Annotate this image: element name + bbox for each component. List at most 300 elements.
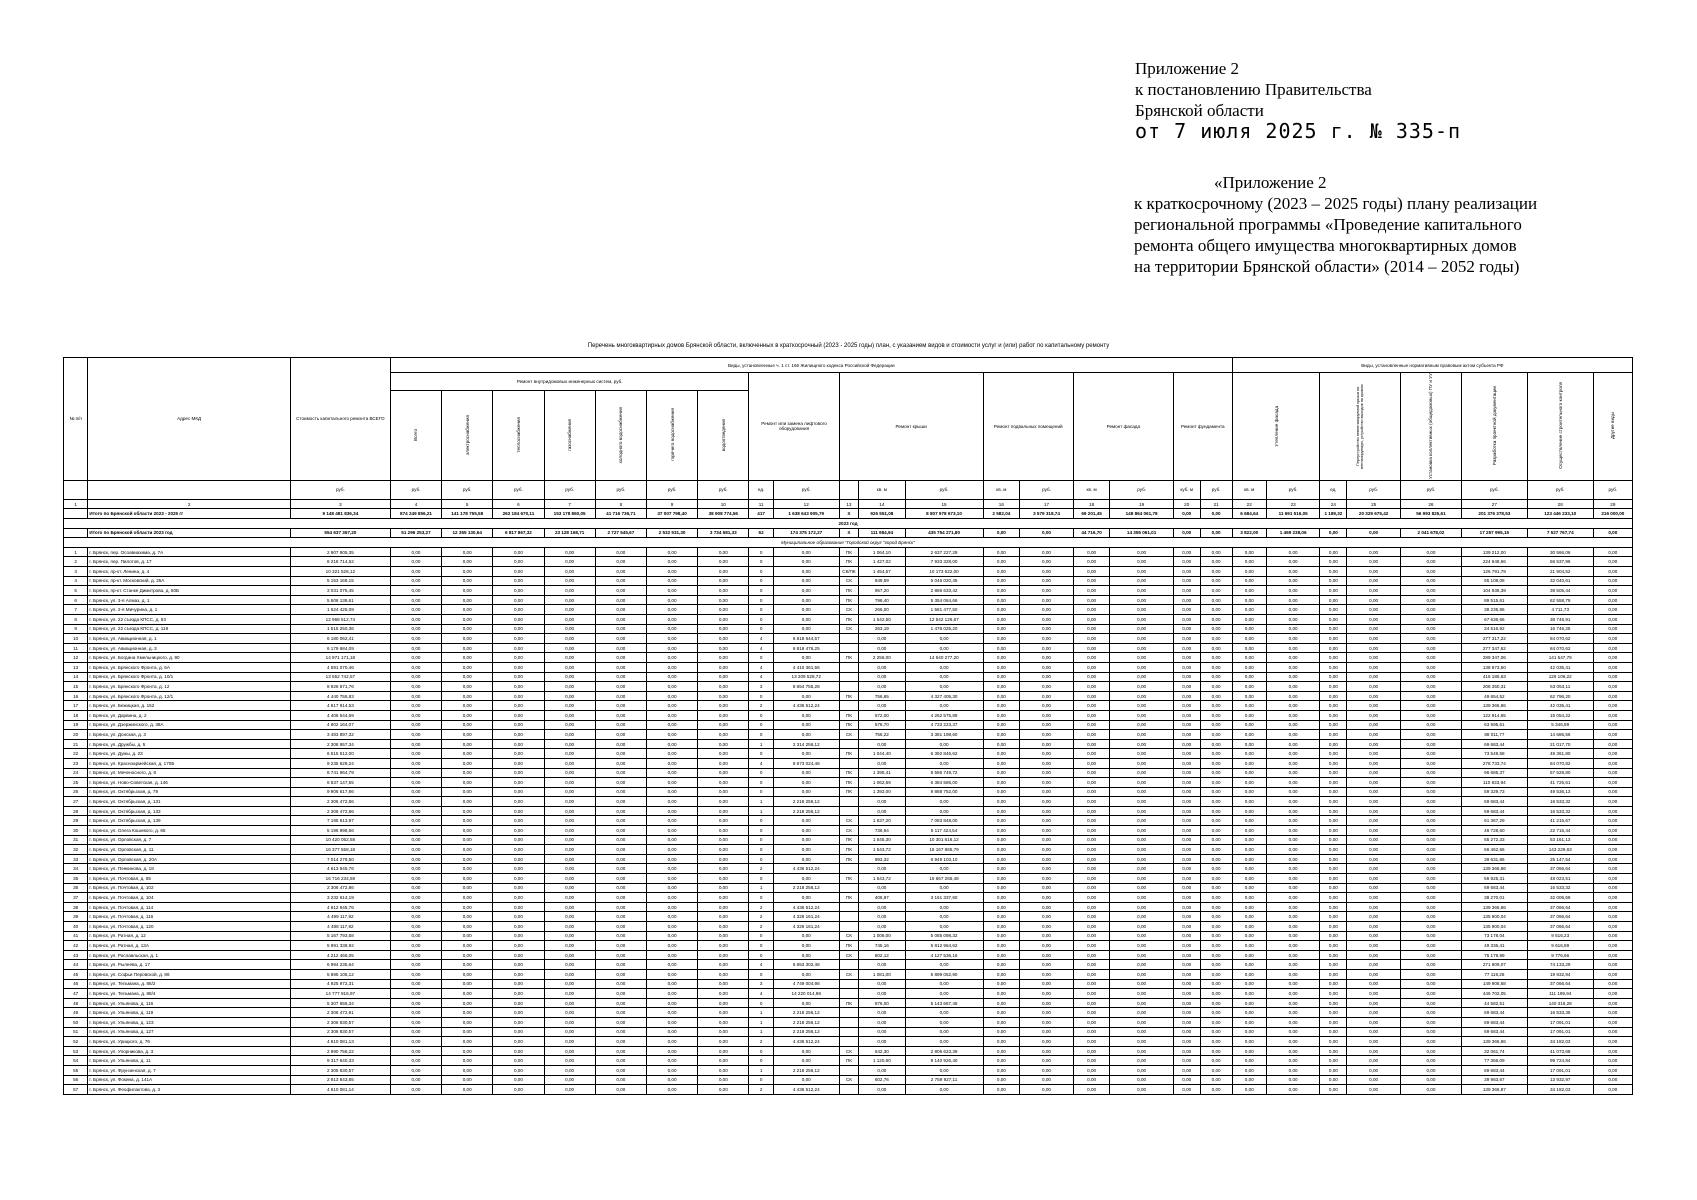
value-cell: 0,00 <box>390 931 441 941</box>
value-cell: 126 791,79 <box>1461 567 1527 577</box>
value-cell: 0,00 <box>544 557 595 567</box>
value-cell: 0,00 <box>1173 998 1200 1008</box>
unit-cell: руб. <box>493 480 544 499</box>
address-cell: г. Брянск, ул. Ульянова, д. 127 <box>88 1027 290 1037</box>
value-cell: 75 179,99 <box>1461 950 1527 960</box>
value-cell: 0,00 <box>1400 835 1461 845</box>
value-cell: 32 <box>64 845 88 855</box>
value-cell: 0,00 <box>442 979 493 989</box>
value-cell: 0,00 <box>1173 797 1200 807</box>
address-cell: г. Брянск, ул. Ульянова, д. 123 <box>88 1017 290 1027</box>
value-cell: 0,00 <box>1347 912 1401 922</box>
value-cell: 0,00 <box>1320 720 1347 730</box>
column-number: 20 <box>1173 499 1200 509</box>
value-cell: 0,00 <box>1266 567 1320 577</box>
value-cell: 0,00 <box>1347 643 1401 653</box>
value-cell: 0,00 <box>1110 1085 1173 1095</box>
value-cell: 0,00 <box>442 998 493 1008</box>
value-cell: 0,00 <box>698 1075 749 1085</box>
value-cell: 0,00 <box>1320 528 1347 538</box>
value-cell: 0,00 <box>1173 874 1200 884</box>
value-cell: 0,00 <box>698 758 749 768</box>
value-cell: 0,00 <box>544 941 595 951</box>
value-cell: 0,00 <box>1173 787 1200 797</box>
value-cell: 0,00 <box>1232 874 1266 884</box>
value-cell: 0,00 <box>646 701 697 711</box>
value-cell: 16 533,32 <box>1527 806 1593 816</box>
column-number: 8 <box>595 499 646 509</box>
value-cell: 278 733,74 <box>1461 758 1527 768</box>
table-row <box>64 643 1633 653</box>
value-cell: 0,00 <box>390 845 441 855</box>
value-cell: ПК <box>839 941 859 951</box>
value-cell: 0,00 <box>1266 758 1320 768</box>
value-cell: СК <box>839 950 859 960</box>
value-cell: 0,00 <box>1266 854 1320 864</box>
value-cell: 4 436 512,24 <box>773 864 839 874</box>
value-cell: 0 <box>749 624 773 634</box>
value-cell: 0,00 <box>544 643 595 653</box>
column-number: 17 <box>1020 499 1074 509</box>
value-cell: 745,16 <box>859 941 905 951</box>
value-cell: 43 <box>64 950 88 960</box>
value-cell: 0,00 <box>698 557 749 567</box>
value-cell: 0,00 <box>1266 845 1320 855</box>
value-cell: 0,00 <box>493 874 544 884</box>
value-cell: 0,00 <box>595 567 646 577</box>
value-cell: 0,00 <box>698 768 749 778</box>
value-cell: 0,00 <box>1200 902 1232 912</box>
value-cell: 0,00 <box>646 557 697 567</box>
value-cell: 39 983,67 <box>1461 1075 1527 1085</box>
table-row <box>64 1075 1633 1085</box>
value-cell: 0,00 <box>983 806 1020 816</box>
value-cell: 123 446 233,10 <box>1527 509 1593 519</box>
value-cell: 0,00 <box>1347 624 1401 634</box>
value-cell: 0,00 <box>1593 778 1632 788</box>
value-cell: 0 <box>749 595 773 605</box>
value-cell: 0,00 <box>1232 662 1266 672</box>
value-cell: 0,00 <box>442 634 493 644</box>
value-cell: 0,00 <box>1400 1065 1461 1075</box>
value-cell: 0,00 <box>442 854 493 864</box>
address-cell: г. Брянск, ул. Дарвина, д. 2 <box>88 710 290 720</box>
value-cell: 6 684,64 <box>1232 509 1266 519</box>
value-cell: 0,00 <box>544 787 595 797</box>
value-cell: 0,00 <box>544 989 595 999</box>
value-cell: 104 936,39 <box>1461 586 1527 596</box>
value-cell: 0,00 <box>1400 1056 1461 1066</box>
value-cell: 32 040,61 <box>1527 576 1593 586</box>
value-cell: 21 <box>64 739 88 749</box>
value-cell: 289 347,06 <box>1461 653 1527 663</box>
value-cell: 22 715,44 <box>1527 826 1593 836</box>
value-cell: 957,20 <box>859 586 905 596</box>
value-cell: 0,00 <box>905 643 983 653</box>
value-cell: 0,00 <box>983 739 1020 749</box>
value-cell: 111 199,94 <box>1527 989 1593 999</box>
value-cell: 0,00 <box>544 662 595 672</box>
value-cell: 4 749 004,98 <box>773 979 839 989</box>
value-cell: 0,00 <box>1266 969 1320 979</box>
value-cell: 0,00 <box>983 1017 1020 1027</box>
value-cell: 0,00 <box>442 691 493 701</box>
value-cell: 0,00 <box>1073 1065 1110 1075</box>
value-cell: 0,00 <box>595 653 646 663</box>
value-cell: 1 624 425,09 <box>290 605 390 615</box>
address-cell: г. Брянск, ул. 3-я Алмаз, д. 1 <box>88 595 290 605</box>
value-cell: 0,00 <box>1266 605 1320 615</box>
value-cell: 0,00 <box>1232 778 1266 788</box>
value-cell: 17 091,01 <box>1527 1017 1593 1027</box>
value-cell: 8 586 749,72 <box>905 768 983 778</box>
value-cell: 0,00 <box>983 615 1020 625</box>
table-row <box>64 931 1633 941</box>
value-cell: 21 017,70 <box>1527 739 1593 749</box>
value-cell: 4 <box>749 634 773 644</box>
value-cell: 0,00 <box>1200 1046 1232 1056</box>
unit-cell: ед. <box>1320 480 1347 499</box>
value-cell: 0,00 <box>1266 806 1320 816</box>
value-cell: 26 <box>64 787 88 797</box>
value-cell: 4 610 081,14 <box>290 1085 390 1095</box>
value-cell: 0,00 <box>1110 902 1173 912</box>
value-cell: 0,00 <box>1173 586 1200 596</box>
value-cell: 0,00 <box>1073 989 1110 999</box>
value-cell: 0,00 <box>698 749 749 759</box>
value-cell: 0,00 <box>1593 576 1632 586</box>
value-cell: 0,00 <box>859 922 905 932</box>
value-cell: 0,00 <box>1173 595 1200 605</box>
value-cell: 0,00 <box>1200 883 1232 893</box>
value-cell: 0,00 <box>1400 557 1461 567</box>
value-cell: 0,00 <box>646 950 697 960</box>
value-cell: 0,00 <box>390 662 441 672</box>
unit-cell: руб. <box>1461 480 1527 499</box>
column-number: 18 <box>1073 499 1110 509</box>
value-cell: 0,00 <box>1347 1037 1401 1047</box>
value-cell: 0,00 <box>1266 998 1320 1008</box>
regional-control-header: Осуществление строительного контроля <box>1557 382 1563 470</box>
value-cell: 0 <box>749 768 773 778</box>
value-cell: 0,00 <box>905 1017 983 1027</box>
value-cell: 4 <box>749 989 773 999</box>
value-cell: 0,00 <box>1347 595 1401 605</box>
value-cell: 0,00 <box>1200 739 1232 749</box>
value-cell: 0,00 <box>1593 864 1632 874</box>
value-cell: 0,00 <box>1073 969 1110 979</box>
value-cell: 2 <box>749 912 773 922</box>
value-cell: 0,00 <box>983 912 1020 922</box>
value-cell: 7 083 848,00 <box>905 816 983 826</box>
address-cell: г. Брянск, ул. Тельмана, д. 86/2 <box>88 979 290 989</box>
value-cell: 0,00 <box>442 749 493 759</box>
value-cell: 0,00 <box>1020 1085 1074 1095</box>
value-cell: 0,00 <box>390 672 441 682</box>
value-cell: 1 476 025,20 <box>905 624 983 634</box>
value-cell: 0,00 <box>1320 893 1347 903</box>
value-cell <box>64 528 88 538</box>
value-cell: 0,00 <box>646 960 697 970</box>
value-cell: 0,00 <box>390 730 441 740</box>
value-cell: 0,00 <box>442 922 493 932</box>
table-row <box>64 1027 1633 1037</box>
value-cell: 0,00 <box>698 662 749 672</box>
value-cell: 446 702,05 <box>1461 989 1527 999</box>
value-cell: 0,00 <box>1320 787 1347 797</box>
value-cell: 262 184 670,11 <box>493 509 544 519</box>
value-cell: 798,40 <box>859 595 905 605</box>
value-cell: ПК <box>839 835 859 845</box>
value-cell: 0,00 <box>1200 730 1232 740</box>
value-cell: 0,00 <box>1110 778 1173 788</box>
value-cell: 0,00 <box>1347 720 1401 730</box>
value-cell: 0,00 <box>983 1065 1020 1075</box>
value-cell: 0,00 <box>983 768 1020 778</box>
value-cell: 0,00 <box>595 806 646 816</box>
value-cell: 0 <box>749 969 773 979</box>
value-cell: 0,00 <box>1347 835 1401 845</box>
value-cell: 0,00 <box>983 1046 1020 1056</box>
value-cell: 0,00 <box>493 739 544 749</box>
value-cell: 0,00 <box>698 778 749 788</box>
value-cell: 0 <box>749 931 773 941</box>
value-cell: 0,00 <box>544 672 595 682</box>
register-body <box>64 509 1633 1094</box>
table-row <box>64 1017 1633 1027</box>
value-cell: 0,00 <box>1347 653 1401 663</box>
value-cell: 0,00 <box>493 1046 544 1056</box>
value-cell: 0,00 <box>646 768 697 778</box>
value-cell: 62 558,79 <box>1527 595 1593 605</box>
value-cell: 0,00 <box>1200 787 1232 797</box>
value-cell: 0,00 <box>1232 816 1266 826</box>
value-cell: 0,00 <box>442 653 493 663</box>
value-cell: 0,00 <box>1020 653 1074 663</box>
value-cell: 1 189,32 <box>1320 509 1347 519</box>
value-cell: 0,00 <box>595 1085 646 1095</box>
value-cell: 0,00 <box>1110 989 1173 999</box>
value-cell: 0,00 <box>1232 864 1266 874</box>
value-cell: 0 <box>749 720 773 730</box>
value-cell: 0,00 <box>595 662 646 672</box>
value-cell: 77 119,28 <box>1461 969 1527 979</box>
value-cell: 0,00 <box>1232 768 1266 778</box>
value-cell: 0,00 <box>1200 998 1232 1008</box>
value-cell: 0,00 <box>493 816 544 826</box>
value-cell: 224 648,66 <box>1461 557 1527 567</box>
value-cell: 0,00 <box>1073 1008 1110 1018</box>
value-cell: 0 <box>749 1046 773 1056</box>
value-cell: 0,00 <box>1020 1027 1074 1037</box>
value-cell: 0,00 <box>905 1037 983 1047</box>
value-cell: 11 <box>64 643 88 653</box>
address-cell: г. Брянск, ул. Бежицкая, д. 152 <box>88 701 290 711</box>
value-cell: 0,00 <box>1173 931 1200 941</box>
value-cell: 0,00 <box>646 1046 697 1056</box>
value-cell: 0,00 <box>1073 950 1110 960</box>
table-row <box>64 816 1633 826</box>
value-cell: 34 182,03 <box>1527 1037 1593 1047</box>
value-cell: 0,00 <box>544 576 595 586</box>
value-cell: 0,00 <box>646 816 697 826</box>
value-cell: 0,00 <box>1020 864 1074 874</box>
value-cell: 5 307 656,34 <box>290 998 390 1008</box>
value-cell: 0,00 <box>390 1056 441 1066</box>
value-cell: 0,00 <box>1110 634 1173 644</box>
value-cell: 0,00 <box>1347 826 1401 836</box>
value-cell: 0,00 <box>1347 787 1401 797</box>
value-cell: 56 993 825,61 <box>1400 509 1461 519</box>
value-cell: 49 361,80 <box>1527 749 1593 759</box>
value-cell: 0,00 <box>595 826 646 836</box>
value-cell: 0,00 <box>1266 701 1320 711</box>
value-cell: 0,00 <box>390 653 441 663</box>
value-cell: 13 932,97 <box>1527 1075 1593 1085</box>
value-cell: 30 <box>64 826 88 836</box>
value-cell: 74 133,29 <box>1527 960 1593 970</box>
value-cell: 0,00 <box>1232 922 1266 932</box>
value-cell: 0,00 <box>1320 749 1347 759</box>
value-cell: 2 218 256,12 <box>773 1008 839 1018</box>
column-number: 14 <box>859 499 905 509</box>
value-cell: 0,00 <box>1266 662 1320 672</box>
address-cell: г. Брянск, ул. Богдана Хмельницкого, д. 90 <box>88 653 290 663</box>
value-cell: 0,00 <box>1320 1075 1347 1085</box>
value-cell: 0,00 <box>595 893 646 903</box>
value-cell: 1 454,57 <box>859 567 905 577</box>
value-cell: 0,00 <box>390 912 441 922</box>
value-cell: 0,00 <box>493 586 544 596</box>
value-cell: 0,00 <box>1347 768 1401 778</box>
value-cell: 0,00 <box>1266 874 1320 884</box>
value-cell: 0,00 <box>698 624 749 634</box>
value-cell: 39 505,44 <box>1527 586 1593 596</box>
value-cell: 0,00 <box>1320 567 1347 577</box>
value-cell: 0,00 <box>595 1037 646 1047</box>
value-cell: Х <box>839 509 859 519</box>
value-cell: 0,00 <box>1232 845 1266 855</box>
value-cell: 0,00 <box>1593 922 1632 932</box>
unit-cell: руб. <box>544 480 595 499</box>
value-cell: 0,00 <box>1400 662 1461 672</box>
value-cell: 0,00 <box>646 969 697 979</box>
value-cell: ПК <box>839 749 859 759</box>
value-cell: 0,00 <box>1110 912 1173 922</box>
value-cell: 122 914,65 <box>1461 710 1527 720</box>
value-cell: 0,00 <box>698 960 749 970</box>
address-cell: г. Брянск, ул. Орловская, д. 11 <box>88 845 290 855</box>
value-cell: 0,00 <box>1320 912 1347 922</box>
municipality-label: Муниципальное образование "Городской округ "город Брянск" <box>64 538 1633 548</box>
value-cell: 14 <box>64 672 88 682</box>
value-cell: 0,00 <box>1173 1027 1200 1037</box>
value-cell: 0,00 <box>1400 778 1461 788</box>
internal-gas-header: газоснабжения <box>567 418 573 451</box>
program-header <box>1134 172 1537 277</box>
value-cell: 0,00 <box>1320 1046 1347 1056</box>
value-cell: 0,00 <box>1073 778 1110 788</box>
value-cell: 0,00 <box>493 605 544 615</box>
table-row <box>64 806 1633 816</box>
value-cell: 0,00 <box>1173 1008 1200 1018</box>
value-cell: 0,00 <box>390 605 441 615</box>
value-cell <box>839 902 859 912</box>
value-cell: 0,00 <box>1232 854 1266 864</box>
value-cell: 0,00 <box>1266 816 1320 826</box>
value-cell: 0,00 <box>1320 730 1347 740</box>
value-cell: 0,00 <box>773 749 839 759</box>
value-cell: 0,00 <box>773 624 839 634</box>
value-cell: 0,00 <box>1347 1065 1401 1075</box>
value-cell: 4 406 544,69 <box>290 710 390 720</box>
value-cell: 0,00 <box>1232 1085 1266 1095</box>
value-cell: 0,00 <box>1400 691 1461 701</box>
value-cell: 0,00 <box>493 662 544 672</box>
value-cell: 0,00 <box>493 854 544 864</box>
value-cell: 0,00 <box>1020 643 1074 653</box>
value-cell: 0,00 <box>1200 634 1232 644</box>
value-cell: 1 <box>749 806 773 816</box>
value-cell: 602,76 <box>859 1075 905 1085</box>
value-cell: 0,00 <box>1232 701 1266 711</box>
value-cell: 0,00 <box>1400 1046 1461 1056</box>
value-cell: 30 566,06 <box>1527 547 1593 557</box>
value-cell: 17 257 995,15 <box>1461 528 1527 538</box>
unit-cell: руб. <box>1347 480 1401 499</box>
value-cell: 0,00 <box>1266 950 1320 960</box>
value-cell: 69 683,44 <box>1461 806 1527 816</box>
value-cell: 0,00 <box>493 797 544 807</box>
value-cell: 0,00 <box>1110 883 1173 893</box>
value-cell <box>839 672 859 682</box>
value-cell: 0,00 <box>1400 864 1461 874</box>
value-cell: 0,00 <box>905 912 983 922</box>
value-cell: 32 061,74 <box>1461 1046 1527 1056</box>
value-cell: 0,00 <box>859 701 905 711</box>
value-cell: 0,00 <box>698 1027 749 1037</box>
table-row <box>64 720 1633 730</box>
value-cell: 0,00 <box>1073 643 1110 653</box>
value-cell: 4 <box>749 960 773 970</box>
value-cell: 0,00 <box>390 615 441 625</box>
value-cell: 59 329,73 <box>1461 787 1527 797</box>
unit-cell: ед. <box>749 480 773 499</box>
value-cell: 0,00 <box>983 998 1020 1008</box>
value-cell: 0,00 <box>1173 720 1200 730</box>
value-cell: 0,00 <box>595 557 646 567</box>
value-cell: 0 <box>749 893 773 903</box>
value-cell: 0,00 <box>1110 557 1173 567</box>
value-cell: 0,00 <box>1110 567 1173 577</box>
value-cell: 174 375 172,27 <box>773 528 839 538</box>
value-cell: 0,00 <box>1347 739 1401 749</box>
value-cell: 9 148 481 836,34 <box>290 509 390 519</box>
value-cell: 0,00 <box>698 595 749 605</box>
value-cell: 0,00 <box>442 941 493 951</box>
table-row <box>64 969 1633 979</box>
value-cell: 0,00 <box>1400 720 1461 730</box>
value-cell: СК <box>839 1075 859 1085</box>
value-cell: 0,00 <box>1593 624 1632 634</box>
value-cell: 5 346,89 <box>1527 720 1593 730</box>
value-cell: 1 638 643 905,79 <box>773 509 839 519</box>
value-cell: 0,00 <box>1320 989 1347 999</box>
value-cell: 0,00 <box>983 576 1020 586</box>
value-cell: 143 229,63 <box>1527 845 1593 855</box>
value-cell: 2 890 758,22 <box>290 1046 390 1056</box>
value-cell: 0,00 <box>493 883 544 893</box>
